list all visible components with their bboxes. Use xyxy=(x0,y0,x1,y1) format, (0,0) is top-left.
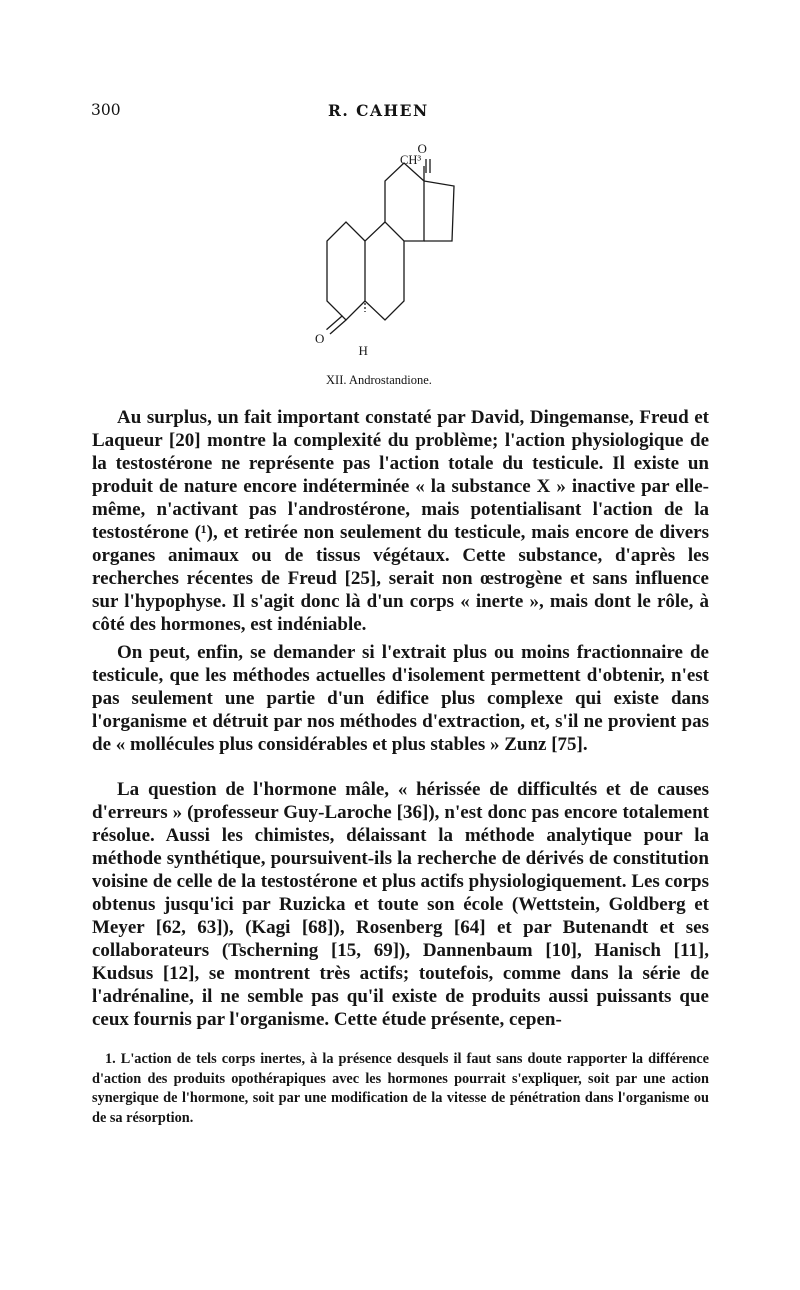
hydrogen-label: H xyxy=(358,343,368,358)
page-number: 300 xyxy=(91,101,121,119)
footnote xyxy=(92,1050,709,1129)
ring-bonds xyxy=(327,159,455,334)
androstandione-structure xyxy=(300,140,500,370)
paragraph-text: On peut, enfin, se demander si l'extrait plus ou moins fractionnaire de testicule, que les méthodes actuelles d'isolement permettent d'obtenir, n'est pas seulement une partie d'un édifice plus complexe qui existe dans l'organisme et détruit par nos méthodes d'extraction, et, s'il ne provient pas de « mollécules plus considérables et plus stables » Zunz [75]. xyxy=(92,642,709,755)
paragraph-text: La question de l'hormone mâle, « hérissée de difficultés et de causes d'erreurs » (professeur Guy-Laroche [36]), n'est donc pas encore totalement résolue. Aussi les chimistes, délaissant la méthode analytique pour la méthode synthétique, poursuivent-ils la recherche de dérivés de constitution voisine de celle de la testostérone et plus actifs physiologiquement. Les corps obtenus jusqu'ici par Ruzicka et toute son école (Wettstein, Goldberg et Meyer [62, 63]), (Kagi [68]), Rosenberg [64] et par Butenandt et ses collaborateurs (Tscherning [15, 69]), Dannenbaum [10], Hanisch [11], Kudsus [12], se montrent très actifs; toutefois, comme dans la série de l'adrénaline, il ne semble pas qu'il existe de produits aussi puissants que ceux fournis par l'organisme. Cette étude présente, cepen- xyxy=(92,779,709,1030)
paragraph-text: Au surplus, un fait important constaté par David, Dingemanse, Freud et Laqueur [20] montre la complexité du problème; l'action physiologique de la testostérone ne représente pas l'action totale du testicule. Il existe un produit de nature encore indéterminée « la substance X » inactive par elle-même, n'activant pas l'androstérone, mais potentialisant l'action de la testostérone (¹), et retirée non seulement du testicule, mais encore de divers organes animaux ou de tissus végétaux. Cette substance, d'après les recherches récentes de Freud [25], serait non œstrogène et sans influence sur l'hypophyse. Il s'agit donc là d'un corps « inerte », mais dont le rôle, à côté des hormones, est indéniable. xyxy=(92,407,709,635)
structural-formula-diagram xyxy=(300,140,500,370)
body-paragraph-3 xyxy=(92,778,709,1031)
body-paragraph-2 xyxy=(92,641,709,756)
ketone-oxygen-top: O xyxy=(417,141,427,156)
page-header xyxy=(91,101,691,125)
footnote-text: 1. L'action de tels corps inertes, à la présence desquels il faut sans doute rapporter la différence d'action des produits opothérapiques avec les hormones pourrait s'expliquer, soit par une action synergique de l'hormone, soit par une modification de la vitesse de pénétration dans l'organisme ou de sa résorption. xyxy=(92,1051,709,1127)
figure-caption: XII. Androstandione. xyxy=(326,373,432,387)
ketone-oxygen-left: O xyxy=(315,331,325,346)
methyl-label: CH³ xyxy=(400,153,422,167)
running-head: R. CAHEN xyxy=(328,101,429,120)
body-paragraph-1 xyxy=(92,406,709,636)
